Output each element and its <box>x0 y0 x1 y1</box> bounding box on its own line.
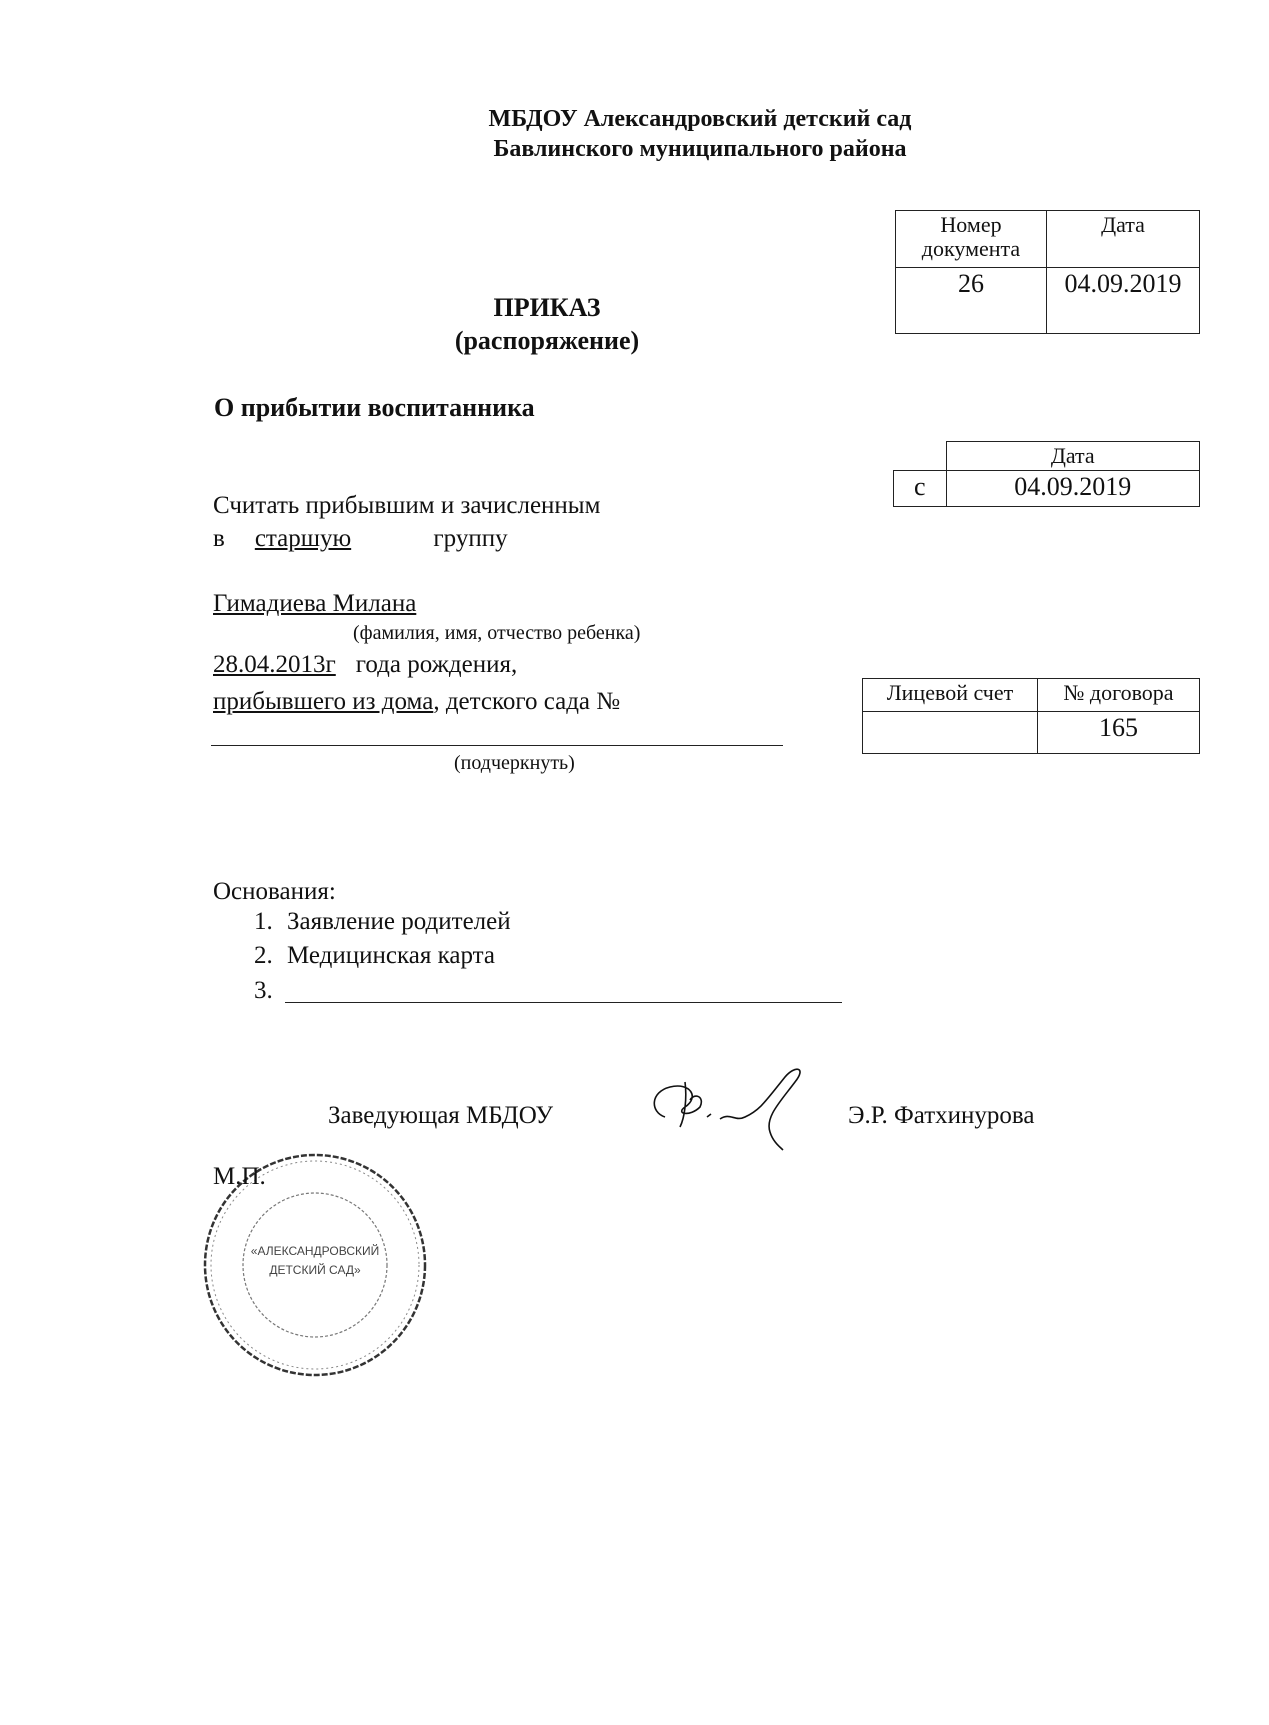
birth-date: 28.04.2013г <box>213 651 336 678</box>
org-name-line1: МБДОУ Александровский детский сад <box>488 106 912 132</box>
grounds-item-number: 3. <box>254 977 273 1004</box>
birth-line <box>213 651 517 679</box>
group-line <box>213 525 508 553</box>
account-value <box>863 712 1038 754</box>
contract-value: 165 <box>1038 712 1200 754</box>
signer-position: Заведующая МБДОУ <box>328 1102 554 1129</box>
doc-number-value: 26 <box>896 268 1047 334</box>
arrival-date-value: 04.09.2019 <box>946 471 1200 507</box>
arrival-date-table <box>893 441 1200 507</box>
underline-caption: (подчеркнуть) <box>454 752 575 774</box>
child-name-caption: (фамилия, имя, отчество ребенка) <box>353 622 641 644</box>
arrival-date-header: Дата <box>946 442 1200 471</box>
blank-underline <box>211 745 783 746</box>
doc-number-header: Номер документа <box>896 211 1047 268</box>
document-subject: О прибытии воспитанника <box>214 393 535 422</box>
account-header: Лицевой счет <box>863 679 1038 712</box>
grounds-blank-line <box>285 1002 842 1003</box>
contract-header: № договора <box>1038 679 1200 712</box>
arrived-from-rest: , детского сада № <box>433 688 621 715</box>
org-name-line2: Бавлинского муниципального района <box>493 136 907 162</box>
handwritten-signature <box>645 1062 845 1152</box>
grounds-label: Основания: <box>213 878 336 905</box>
grounds-item: Медицинская карта <box>287 942 495 969</box>
document-number-table <box>895 210 1200 334</box>
account-table <box>862 678 1200 754</box>
arrived-from: прибывшего из дома <box>213 688 434 715</box>
signer-name: Э.Р. Фатхинурова <box>848 1102 1035 1129</box>
doc-date-header: Дата <box>1047 211 1200 268</box>
child-name: Гимадиева Милана <box>213 590 417 617</box>
stamp-text-line1: «АЛЕКСАНДРОВСКИЙ <box>250 1244 380 1258</box>
stamp-text-line2: ДЕТСКИЙ САД» <box>269 1263 361 1277</box>
group-suffix: группу <box>433 525 508 552</box>
enrolled-text: Считать прибывшим и зачисленным <box>213 492 601 519</box>
doc-date-value: 04.09.2019 <box>1047 268 1200 334</box>
document-title: ПРИКАЗ <box>493 293 601 322</box>
document-subtitle: (распоряжение) <box>454 326 640 355</box>
seal-label: М.П. <box>213 1163 266 1190</box>
group-prefix: в <box>213 525 225 552</box>
group-value: старшую <box>254 525 352 552</box>
arrived-from-line <box>213 688 705 716</box>
grounds-item-number: 2. <box>254 942 273 969</box>
grounds-item-number: 1. <box>254 908 273 935</box>
arrival-date-prefix: с <box>894 471 947 507</box>
grounds-item: Заявление родителей <box>287 908 511 935</box>
birth-suffix: года рождения, <box>355 651 518 678</box>
